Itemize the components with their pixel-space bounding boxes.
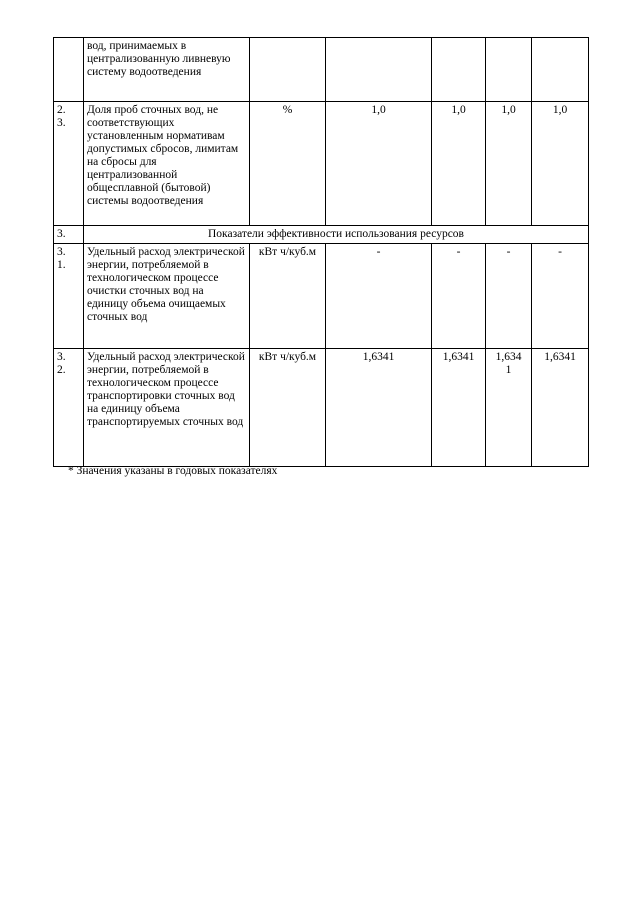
- row-number: 3. 2.: [54, 349, 84, 467]
- value-cell: 1,6341: [532, 349, 589, 467]
- indicator-name: Удельный расход электрической энергии, потребляемой в технологическом процессе транспортировки сточных вод на единицу объема транспортируемых сточных вод: [84, 349, 250, 467]
- section-row-3: [54, 226, 589, 244]
- indicators-table: [53, 37, 589, 467]
- value-cell: -: [532, 244, 589, 349]
- value-cell: 1,634 1: [486, 349, 532, 467]
- value-cell: 1,0: [326, 102, 432, 226]
- unit-cell: кВт ч/куб.м: [250, 244, 326, 349]
- table-row-prev: [54, 38, 589, 102]
- value-cell: [432, 38, 486, 102]
- value-cell: 1,6341: [432, 349, 486, 467]
- section-title: Показатели эффективности использования ресурсов: [84, 226, 589, 244]
- value-cell: [486, 38, 532, 102]
- row-number: 3. 1.: [54, 244, 84, 349]
- indicator-name: вод, принимаемых в централизованную ливневую систему водоотведения: [84, 38, 250, 102]
- table-row-2-3: [54, 102, 589, 226]
- value-cell: [532, 38, 589, 102]
- value-cell: 1,0: [432, 102, 486, 226]
- value-cell: -: [486, 244, 532, 349]
- row-number: 2. 3.: [54, 102, 84, 226]
- value-cell: 1,0: [532, 102, 589, 226]
- footnote: * Значения указаны в годовых показателях: [68, 465, 278, 477]
- value-cell: -: [326, 244, 432, 349]
- value-cell: 1,6341: [326, 349, 432, 467]
- value-cell: 1,0: [486, 102, 532, 226]
- indicator-name: Доля проб сточных вод, не соответствующих установленным нормативам допустимых сбросов, лимитам на сбросы для централизованной общесплавной (бытовой) системы водоотведения: [84, 102, 250, 226]
- row-number: [54, 38, 84, 102]
- value-cell: -: [432, 244, 486, 349]
- indicator-name: Удельный расход электрической энергии, потребляемой в технологическом процессе очистки сточных вод на единицу объема очищаемых сточных вод: [84, 244, 250, 349]
- unit-cell: %: [250, 102, 326, 226]
- table-row-3-2: [54, 349, 589, 467]
- value-cell: [326, 38, 432, 102]
- section-number: 3.: [54, 226, 84, 244]
- unit-cell: [250, 38, 326, 102]
- unit-cell: кВт ч/куб.м: [250, 349, 326, 467]
- table-row-3-1: [54, 244, 589, 349]
